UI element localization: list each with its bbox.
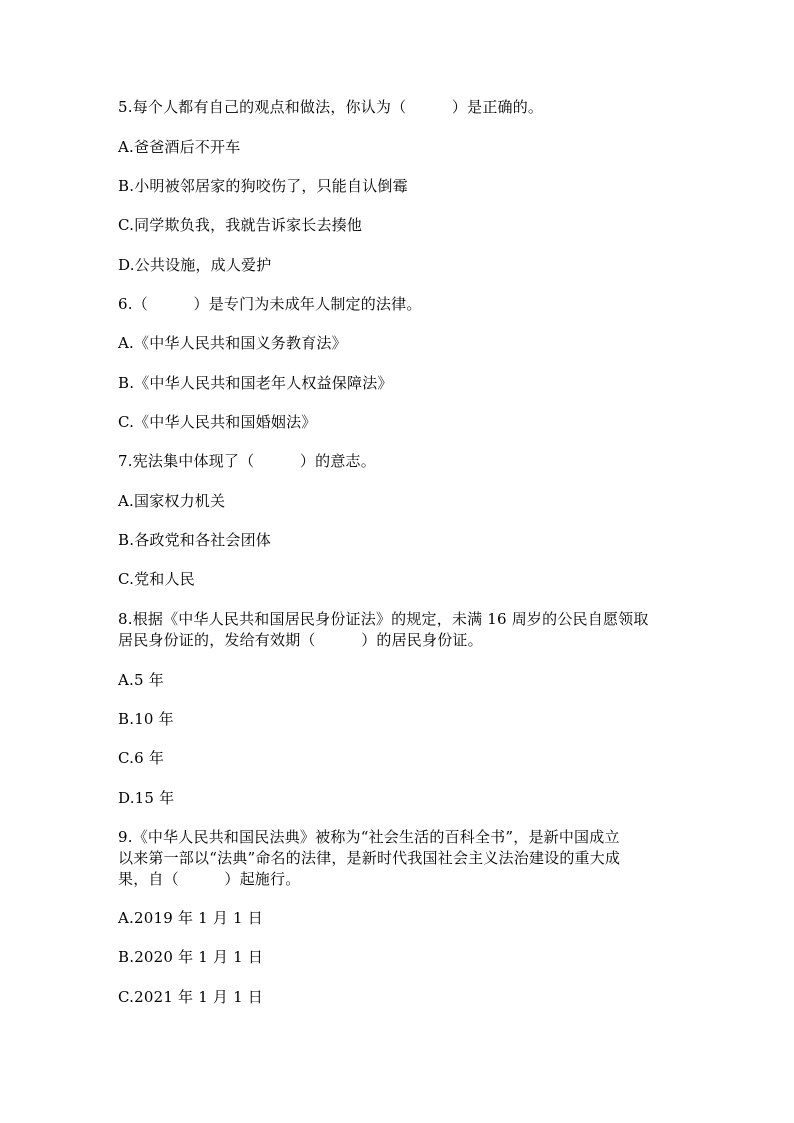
question-8-option-c: C.6 年 (118, 749, 165, 767)
question-6-option-b: B.《中华人民共和国老年人权益保障法》 (118, 374, 393, 392)
question-8-option-a: A.5 年 (118, 671, 164, 689)
question-9-stem-line-3: 果，自（ ）起施行。 (118, 870, 301, 888)
question-5-option-c: C.同学欺负我，我就告诉家长去揍他 (118, 216, 363, 234)
question-9-stem-line-1: 9.《中华人民共和国民法典》被称为“社会生活的百科全书”，是新中国成立 (118, 828, 620, 846)
question-7-option-c: C.党和人民 (118, 570, 195, 588)
question-9-option-a: A.2019 年 1 月 1 日 (118, 909, 263, 927)
question-7-stem: 7.宪法集中体现了（ ）的意志。 (118, 452, 376, 470)
question-5-option-b: B.小明被邻居家的狗咬伤了，只能自认倒霉 (118, 177, 408, 195)
question-6-option-a: A.《中华人民共和国义务教育法》 (118, 334, 347, 352)
question-8-stem-line-1: 8.根据《中华人民共和国居民身份证法》的规定，未满 16 周岁的公民自愿领取 (118, 610, 649, 628)
question-5-option-a: A.爸爸酒后不开车 (118, 138, 241, 156)
question-9-stem-line-2: 以来第一部以“法典”命名的法律，是新时代我国社会主义法治建设的重大成 (118, 849, 621, 867)
question-8-option-b: B.10 年 (118, 710, 174, 728)
question-6-stem: 6.（ ）是专门为未成年人制定的法律。 (118, 295, 422, 313)
question-9-option-c: C.2021 年 1 月 1 日 (118, 988, 264, 1006)
question-8-option-d: D.15 年 (118, 789, 175, 807)
question-5-stem: 5.每个人都有自己的观点和做法，你认为（ ）是正确的。 (118, 98, 544, 116)
question-8-stem-line-2: 居民身份证的，发给有效期（ ）的居民身份证。 (118, 631, 483, 649)
question-5-option-d: D.公共设施，成人爱护 (118, 256, 272, 274)
question-7-option-a: A.国家权力机关 (118, 492, 226, 510)
question-9-option-b: B.2020 年 1 月 1 日 (118, 948, 264, 966)
question-6-option-c: C.《中华人民共和国婚姻法》 (118, 413, 317, 431)
question-7-option-b: B.各政党和各社会团体 (118, 531, 271, 549)
